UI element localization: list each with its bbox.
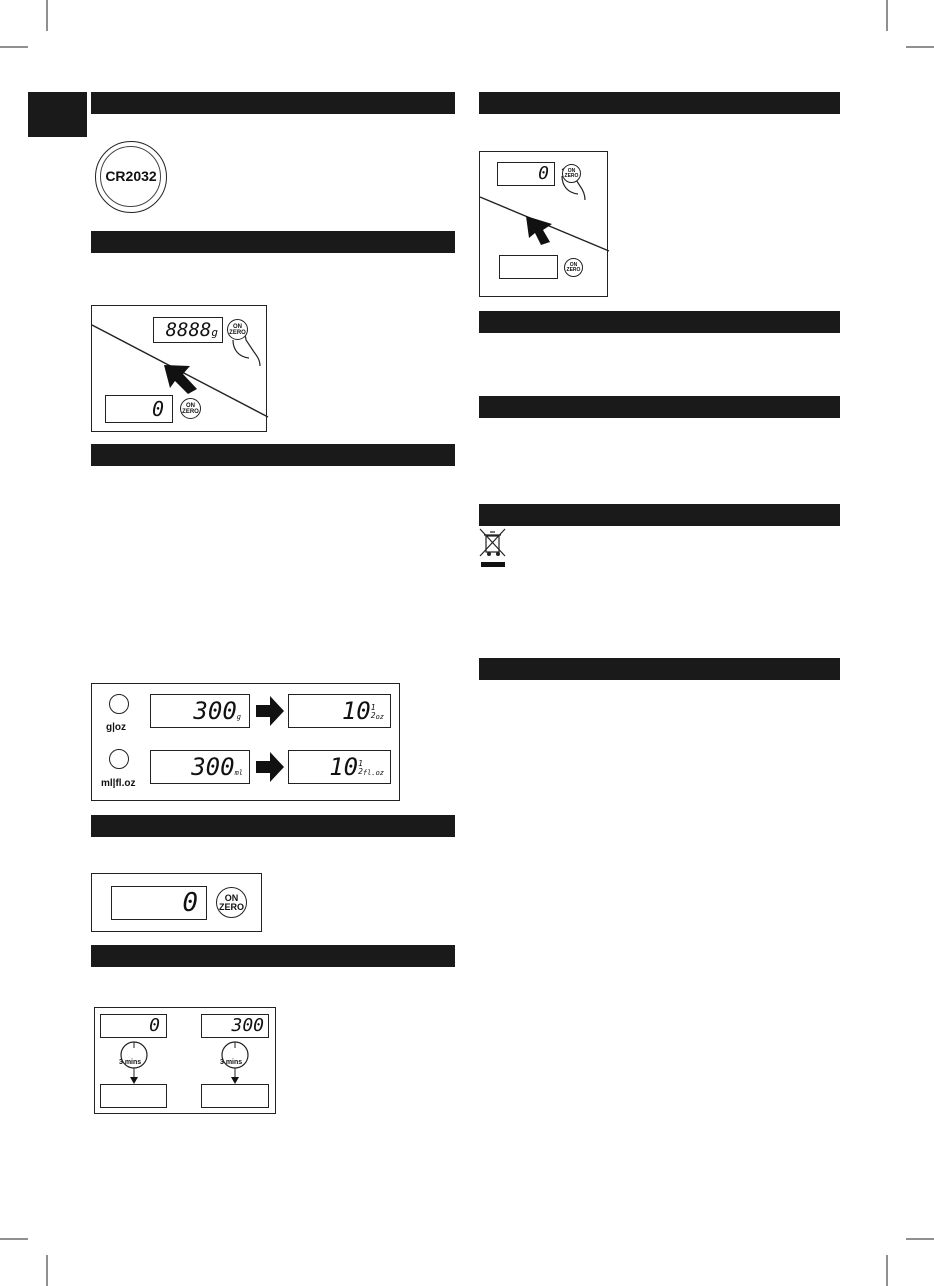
- unit-button-weight[interactable]: [109, 694, 129, 714]
- lcd-10-half-oz: 10 1 2 oz: [288, 694, 391, 728]
- battery-label: CR2032: [105, 168, 157, 184]
- section-header-battery: [91, 92, 455, 114]
- lcd-zero: 0: [111, 886, 207, 920]
- language-tab: [28, 92, 87, 137]
- section-header-5: [479, 396, 840, 418]
- tare-illustration: [91, 873, 262, 932]
- lcd-blank: [201, 1084, 269, 1108]
- lcd-10-half-floz: 10 1 2 fl.oz: [288, 750, 391, 784]
- unit-weight-label: g|oz: [106, 722, 127, 733]
- unit-volume-label: ml|fl.oz: [101, 778, 136, 789]
- section-header-tare: [91, 815, 455, 837]
- section-header-7: [479, 658, 840, 680]
- section-header-switch-on: [91, 231, 455, 253]
- lcd-300-ml: 300ml: [150, 750, 250, 784]
- unit-button-volume[interactable]: [109, 749, 129, 769]
- on-zero-button[interactable]: ON ZERO: [180, 398, 201, 419]
- on-zero-button[interactable]: ON ZERO: [562, 164, 581, 183]
- lcd-unit: g: [211, 326, 218, 339]
- arrow-right-icon: [256, 696, 286, 726]
- lcd-zero: 0: [105, 395, 173, 423]
- switch-off-illustration: [479, 151, 608, 297]
- units-illustration: [91, 683, 400, 801]
- timer-label: 3 mins: [220, 1059, 243, 1066]
- switch-on-illustration: [91, 305, 267, 432]
- lcd-zero: 0: [100, 1014, 167, 1038]
- on-zero-button[interactable]: ON ZERO: [227, 319, 248, 340]
- lcd-blank: [100, 1084, 167, 1108]
- section-header-disposal: [479, 504, 840, 526]
- on-zero-button[interactable]: ON ZERO: [216, 887, 247, 918]
- arrow-right-icon: [256, 752, 286, 782]
- auto-off-illustration: [94, 1007, 276, 1114]
- section-header-switch-off: [479, 92, 840, 114]
- on-zero-button[interactable]: ON ZERO: [564, 258, 583, 277]
- lcd-300-g: 300g: [150, 694, 250, 728]
- lcd-300: 300: [201, 1014, 269, 1038]
- timer-label: 3 mins: [119, 1059, 142, 1066]
- crossed-out-bin-icon: [478, 528, 508, 568]
- lcd-blank: [499, 255, 558, 279]
- section-header-4: [479, 311, 840, 333]
- battery-coin: [95, 141, 167, 213]
- lcd-zero: 0: [497, 162, 555, 186]
- section-header-auto-off: [91, 945, 455, 967]
- section-header-units: [91, 444, 455, 466]
- lcd-segments: 8888: [165, 319, 212, 341]
- lcd-all-segments: [153, 317, 223, 343]
